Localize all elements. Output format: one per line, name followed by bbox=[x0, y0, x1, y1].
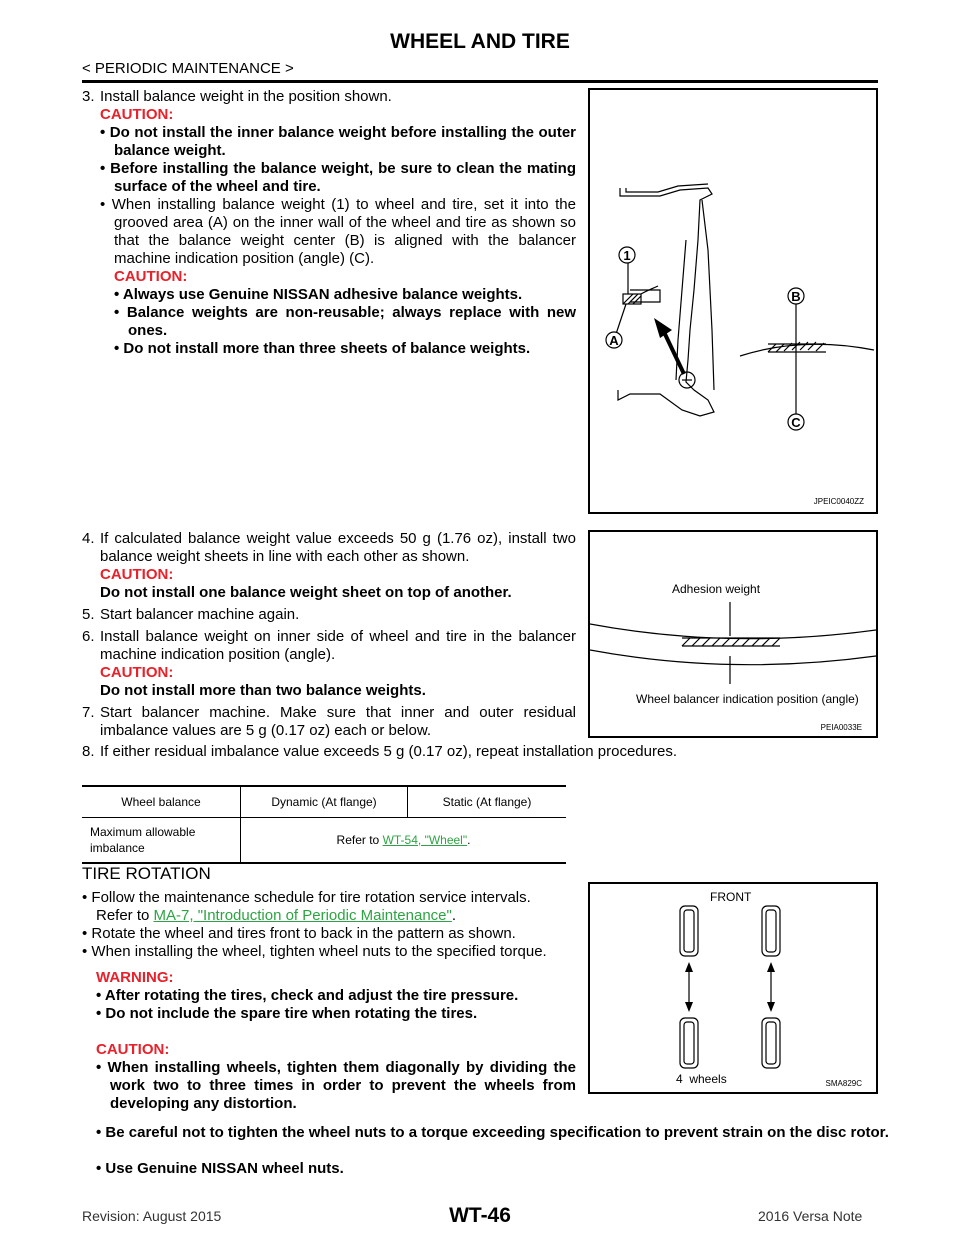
rotation-bullet: • Rotate the wheel and tires front to back in the pattern as shown. bbox=[82, 925, 516, 942]
step-6: 6. Install balance weight on inner side of wheel and tire in the balancer machine indication position (angle). CAUTION: Do not install more than two balance weights. bbox=[82, 628, 576, 699]
step-text: Start balancer machine. Make sure that inner and outer residual imbalance values are 5 g (0.17 oz) each or below. bbox=[100, 704, 576, 739]
caution-bullet-wide: • Be careful not to tighten the wheel nuts to a torque exceeding specification to prevent strain on the disc rotor. bbox=[96, 1124, 889, 1141]
tire-rotation-heading: TIRE ROTATION bbox=[82, 864, 211, 883]
figure-balance-weight-position bbox=[588, 88, 878, 514]
note-bullet: • When installing balance weight (1) to wheel and tire, set it into the grooved area (A) on the inner wall of the wheel and tire as shown so that the balance weight center (B) is aligned with the balancer machine indication position (angle) (C). bbox=[100, 196, 576, 267]
caution-text: Do not install more than two balance weights. bbox=[100, 682, 426, 699]
caution-bullet: • Do not install the inner balance weight before installing the outer balance weight. bbox=[100, 124, 577, 159]
step-text: Install balance weight in the position shown. bbox=[100, 88, 392, 105]
caution-label: CAUTION: bbox=[96, 1041, 170, 1058]
table-row-label: Maximum allowable imbalance bbox=[90, 824, 196, 855]
figure-code: SMA829C bbox=[825, 1079, 862, 1088]
caution-bullet: • Do not install more than three sheets of balance weights. bbox=[114, 340, 531, 357]
caution-bullet: • Always use Genuine NISSAN adhesive balance weights. bbox=[114, 286, 523, 303]
footer-revision: Revision: August 2015 bbox=[82, 1208, 222, 1224]
page-number: WT-46 bbox=[449, 1204, 511, 1227]
figure-tire-rotation bbox=[588, 882, 878, 1094]
rotation-bullet: • Follow the maintenance schedule for tire rotation service intervals. bbox=[82, 889, 531, 906]
wheel-balance-table: Wheel balance Dynamic (At flange) Static (At flange) Maximum allowable imbalance Refer to WT-54, "Wheel". bbox=[82, 785, 566, 864]
table-header: Wheel balance bbox=[82, 787, 241, 817]
caution-label: CAUTION: bbox=[100, 664, 174, 681]
caution-bullet: • Before installing the balance weight, be sure to clean the mating surface of the wheel and tire. bbox=[100, 160, 576, 195]
warning-label: WARNING: bbox=[96, 969, 174, 986]
warning-bullet: • After rotating the tires, check and adjust the tire pressure. bbox=[96, 987, 519, 1004]
label-adhesion-weight: Adhesion weight bbox=[672, 582, 761, 596]
step-number: 3. bbox=[82, 88, 95, 105]
section-label: < PERIODIC MAINTENANCE > bbox=[82, 60, 294, 77]
table-header: Dynamic (At flange) bbox=[241, 787, 408, 817]
warning-bullet: • Do not include the spare tire when rotating the tires. bbox=[96, 1005, 478, 1022]
step-text: If calculated balance weight value exceeds 50 g (1.76 oz), install two balance weight sheets in line with each other as shown. bbox=[100, 530, 576, 565]
step-4: 4. If calculated balance weight value exceeds 50 g (1.76 oz), install two balance weight sheets in line with each other as shown. CAUTION: Do not install one balance weight sheet on top of another. bbox=[82, 530, 576, 601]
callout-A: A bbox=[609, 333, 619, 348]
label-4-wheels: 4 wheels bbox=[676, 1072, 727, 1086]
caution-bullet: • Balance weights are non-reusable; always replace with new ones. bbox=[114, 304, 577, 339]
wt-54-wheel-link[interactable]: WT-54, "Wheel" bbox=[382, 832, 468, 847]
callout-C: C bbox=[791, 415, 801, 430]
caution-bullet: • When installing wheels, tighten them diagonally by dividing the work two to three times in order to prevent the wheels from developing any distortion. bbox=[96, 1059, 577, 1112]
step-3 bbox=[82, 88, 576, 358]
step-8: 8. If either residual imbalance value exceeds 5 g (0.17 oz), repeat installation procedures. bbox=[82, 743, 878, 761]
callout-B: B bbox=[791, 289, 801, 304]
table-row-value: Refer to bbox=[336, 832, 383, 847]
figure-code: PEIA0033E bbox=[820, 723, 862, 732]
caution-text: Do not install one balance weight sheet on top of another. bbox=[100, 584, 512, 601]
step-5: 5. Start balancer machine again. bbox=[100, 606, 576, 624]
footer-model: 2016 Versa Note bbox=[758, 1208, 863, 1224]
figure-code: JPEIC0040ZZ bbox=[813, 497, 864, 506]
caution-label: CAUTION: bbox=[100, 566, 174, 583]
figure-adhesion-weight bbox=[588, 530, 878, 738]
caution-label: CAUTION: bbox=[114, 268, 188, 285]
label-indication-position: Wheel balancer indication position (angle) bbox=[636, 692, 859, 706]
rotation-bullet: • When installing the wheel, tighten wheel nuts to the specified torque. bbox=[82, 943, 547, 960]
header-rule bbox=[82, 80, 878, 83]
caution-label: CAUTION: bbox=[100, 106, 174, 123]
tire-rotation-diagram bbox=[590, 884, 876, 1092]
step-text: Install balance weight on inner side of wheel and tire in the balancer machine indication position (angle). bbox=[100, 628, 576, 663]
step-text: Start balancer machine again. bbox=[100, 606, 300, 623]
ma-7-link[interactable]: MA-7, "Introduction of Periodic Maintenance" bbox=[153, 907, 452, 924]
tire-rotation-body bbox=[82, 889, 576, 1113]
table-header: Static (At flange) bbox=[442, 794, 532, 809]
caution-bullet: • Use Genuine NISSAN wheel nuts. bbox=[96, 1160, 344, 1177]
page-title: WHEEL AND TIRE bbox=[390, 30, 570, 53]
step-text: If either residual imbalance value exceeds 5 g (0.17 oz), repeat installation procedures. bbox=[100, 743, 677, 760]
rotation-refer: Refer to MA-7, "Introduction of Periodic Maintenance". bbox=[96, 907, 457, 924]
wheel-cross-section-diagram bbox=[590, 90, 876, 512]
step-7: 7. Start balancer machine. Make sure that inner and outer residual imbalance values are 5 g (0.17 oz) each or below. bbox=[82, 704, 576, 739]
steps-4-7 bbox=[82, 530, 576, 740]
callout-1: 1 bbox=[623, 248, 631, 263]
label-front: FRONT bbox=[710, 890, 752, 904]
